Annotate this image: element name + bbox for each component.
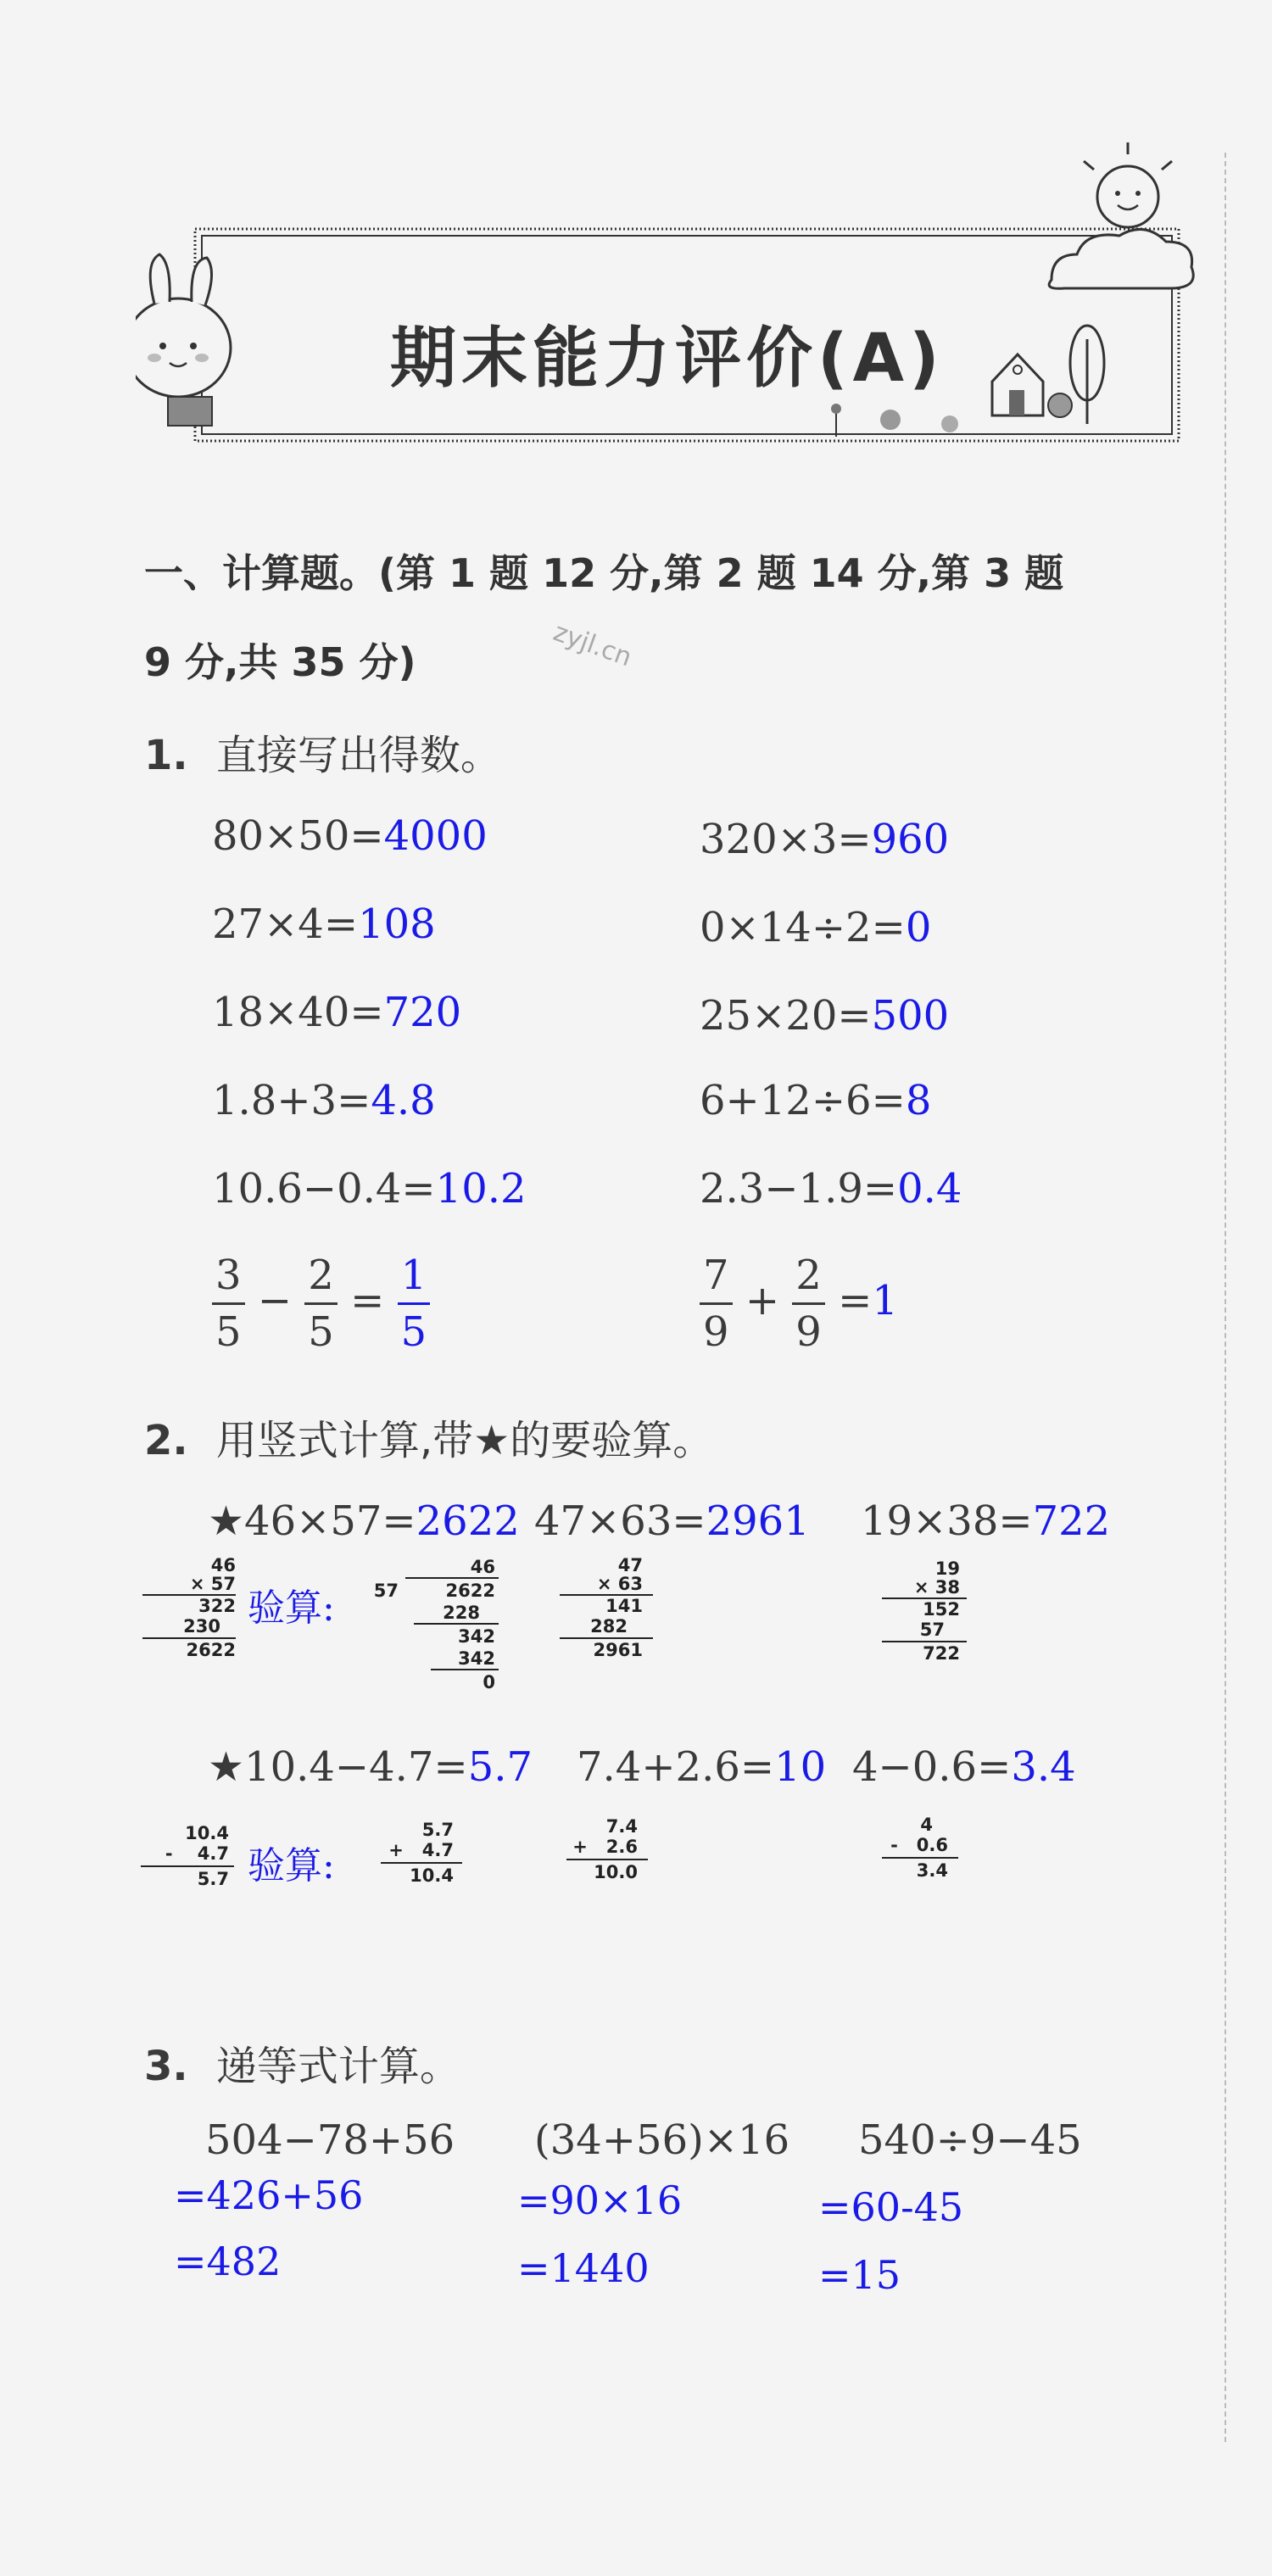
q1-label <box>144 722 501 781</box>
calc-rule <box>381 1862 462 1864</box>
expr: 47×63= <box>534 1497 706 1545</box>
q2-label <box>144 1408 713 1466</box>
answer: 960 <box>871 816 950 863</box>
calc-rule <box>142 1637 236 1639</box>
calc-line: 228 <box>443 1603 480 1623</box>
q2-problem <box>852 1743 1076 1791</box>
numerator: 3 <box>212 1255 245 1305</box>
calc-line: 342 <box>458 1626 495 1647</box>
watermark: zyjl.cn <box>550 617 636 673</box>
calc-line: 2961 <box>593 1640 643 1660</box>
calc-line: + 4.7 <box>388 1840 454 1860</box>
calc-rule <box>141 1865 234 1867</box>
q1-title: 直接写出得数。 <box>215 732 501 779</box>
q1-item <box>212 812 488 860</box>
remainder: 0 <box>483 1672 495 1692</box>
fraction <box>304 1252 338 1356</box>
dividend: 2622 <box>445 1581 495 1601</box>
calc-line: 5.7 <box>197 1869 229 1889</box>
answer: 10.2 <box>435 1165 527 1213</box>
fraction-problem-left <box>212 1252 430 1356</box>
q1-item <box>700 816 949 863</box>
q3-number: 3. <box>144 2043 188 2090</box>
tree-icon <box>1048 326 1104 424</box>
calc-line: 10.4 <box>410 1865 454 1886</box>
title-banner <box>136 136 1204 475</box>
expr: 25×20= <box>700 992 872 1040</box>
verify-label: 验算: <box>248 1844 335 1887</box>
vertical-calc-1 <box>136 1557 236 1676</box>
calc-line: 141 <box>605 1596 643 1616</box>
calc-rule <box>566 1859 648 1860</box>
answer: 2622 <box>416 1497 520 1545</box>
answer: 722 <box>1032 1497 1111 1545</box>
calc-rule <box>882 1641 967 1642</box>
q3-step: =15 <box>818 2252 901 2298</box>
calc-line: 3.4 <box>916 1860 948 1881</box>
denominator: 9 <box>703 1308 729 1356</box>
expr: 18×40= <box>212 989 384 1036</box>
long-division-check <box>373 1558 499 1703</box>
expr: ★10.4−4.7= <box>208 1743 468 1791</box>
rabbit-icon <box>136 254 231 426</box>
q3-step: =60-45 <box>818 2184 964 2230</box>
q3-expression: 504−78+56 <box>205 2116 455 2164</box>
q2-problem <box>577 1743 826 1791</box>
section-heading-line1: 一、计算题。(第 1 题 12 分,第 2 题 14 分,第 3 题 <box>144 550 1064 596</box>
denominator: 5 <box>308 1308 334 1356</box>
division-bar <box>405 1577 499 1579</box>
q1-item <box>700 1077 931 1124</box>
calc-line: - 4.7 <box>165 1843 229 1864</box>
expr: 4−0.6= <box>852 1743 1012 1791</box>
q2-problem <box>861 1497 1110 1545</box>
answer: 500 <box>871 992 950 1040</box>
equals: = <box>838 1277 873 1324</box>
answer: 2961 <box>706 1497 810 1545</box>
calc-line: 5.7 <box>421 1820 454 1840</box>
q3-step: =90×16 <box>517 2177 683 2223</box>
expr: 2.3−1.9= <box>700 1165 898 1213</box>
numerator: 1 <box>398 1255 431 1305</box>
numerator: 2 <box>792 1255 825 1305</box>
q1-item <box>700 992 949 1040</box>
vertical-calc-3 <box>873 1560 967 1679</box>
vertical-calc-2 <box>551 1557 653 1676</box>
calc-line: + 2.6 <box>572 1837 638 1857</box>
q1-item <box>700 904 931 951</box>
numerator: 7 <box>700 1255 733 1305</box>
denominator: 9 <box>795 1308 822 1356</box>
denominator: 5 <box>215 1308 242 1356</box>
vertical-calc-4 <box>136 1825 234 1893</box>
expr: ★46×57= <box>208 1497 416 1545</box>
answer: 10 <box>774 1743 827 1791</box>
calc-rule <box>882 1857 958 1859</box>
calc-rule <box>414 1623 499 1625</box>
operator: + <box>745 1277 780 1324</box>
q1-item <box>212 1077 436 1124</box>
denominator: 5 <box>400 1308 427 1356</box>
answer: 1 <box>872 1277 898 1324</box>
fraction-problem-right <box>700 1252 898 1356</box>
numerator: 2 <box>304 1255 338 1305</box>
calc-line: 342 <box>458 1648 495 1669</box>
section-heading-line2: 9 分,共 35 分) <box>144 639 416 685</box>
answer: 5.7 <box>467 1743 533 1791</box>
q2-problem <box>208 1743 533 1791</box>
fraction <box>212 1252 245 1356</box>
calc-line: × 63 <box>596 1574 643 1594</box>
answer: 3.4 <box>1011 1743 1076 1791</box>
answer: 0 <box>905 904 932 951</box>
operator: − <box>257 1277 293 1324</box>
fraction <box>700 1252 733 1356</box>
margin-line <box>1225 153 1226 2442</box>
divisor: 57 <box>373 1581 399 1601</box>
expr: 7.4+2.6= <box>577 1743 775 1791</box>
answer-fraction <box>398 1252 431 1356</box>
calc-line: 57 <box>919 1620 945 1640</box>
answer: 8 <box>905 1077 932 1124</box>
expr: 19×38= <box>861 1497 1033 1545</box>
q3-title: 递等式计算。 <box>215 2043 460 2090</box>
answer: 4.8 <box>371 1077 436 1124</box>
q3-expression: (34+56)×16 <box>534 2116 790 2164</box>
calc-rule <box>560 1637 653 1639</box>
expr: 320×3= <box>700 816 872 863</box>
house-icon <box>992 354 1043 415</box>
q3-step: =1440 <box>517 2245 650 2291</box>
q3-label <box>144 2033 460 2092</box>
calc-rule <box>431 1669 499 1670</box>
expr: 80×50= <box>212 812 384 860</box>
q1-item <box>212 1165 527 1213</box>
calc-line: 230 <box>183 1616 220 1636</box>
q2-problem <box>534 1497 810 1545</box>
calc-line: 19 <box>934 1558 960 1579</box>
calc-line: 282 <box>590 1616 628 1636</box>
fraction <box>792 1252 825 1356</box>
expr: 0×14÷2= <box>700 904 906 951</box>
calc-line: 10.4 <box>185 1823 229 1843</box>
expr: 1.8+3= <box>212 1077 371 1124</box>
calc-line: × 38 <box>913 1577 960 1597</box>
sun-icon <box>1084 142 1172 227</box>
calc-line: 10.0 <box>594 1862 638 1882</box>
q2-problem <box>208 1497 520 1545</box>
calc-line: 722 <box>923 1643 960 1664</box>
q1-number: 1. <box>144 732 188 779</box>
calc-line: 152 <box>923 1599 960 1620</box>
q1-item <box>212 989 461 1036</box>
q1-item <box>212 900 436 948</box>
expr: 10.6−0.4= <box>212 1165 436 1213</box>
q1-item <box>700 1165 962 1213</box>
q3-step: =482 <box>174 2239 282 2284</box>
calc-line: 7.4 <box>605 1816 638 1837</box>
answer: 720 <box>383 989 462 1036</box>
calc-line: 2622 <box>186 1640 236 1660</box>
calc-line: 322 <box>198 1596 236 1616</box>
calc-line: × 57 <box>189 1574 236 1594</box>
answer: 108 <box>358 900 436 948</box>
q2-number: 2. <box>144 1417 188 1464</box>
calc-line: 47 <box>617 1555 643 1575</box>
verify-label: 验算: <box>248 1586 335 1630</box>
calc-line: - 0.6 <box>890 1835 948 1855</box>
expr: 27×4= <box>212 900 359 948</box>
plant-icon <box>831 404 958 437</box>
q3-expression: 540÷9−45 <box>858 2116 1082 2164</box>
calc-line: 4 <box>920 1815 933 1835</box>
expr: 6+12÷6= <box>700 1077 906 1124</box>
equals: = <box>350 1277 385 1324</box>
quotient: 46 <box>470 1557 495 1577</box>
calc-line: 46 <box>210 1555 236 1575</box>
answer: 4000 <box>383 812 488 860</box>
q3-step: =426+56 <box>174 2172 364 2218</box>
answer: 0.4 <box>897 1165 962 1213</box>
q2-title: 用竖式计算,带★的要验算。 <box>215 1417 714 1464</box>
addition-check <box>377 1821 462 1889</box>
vertical-calc-6 <box>873 1816 958 1884</box>
vertical-calc-5 <box>560 1818 648 1886</box>
page-title: 期末能力评价(A) <box>390 321 945 397</box>
